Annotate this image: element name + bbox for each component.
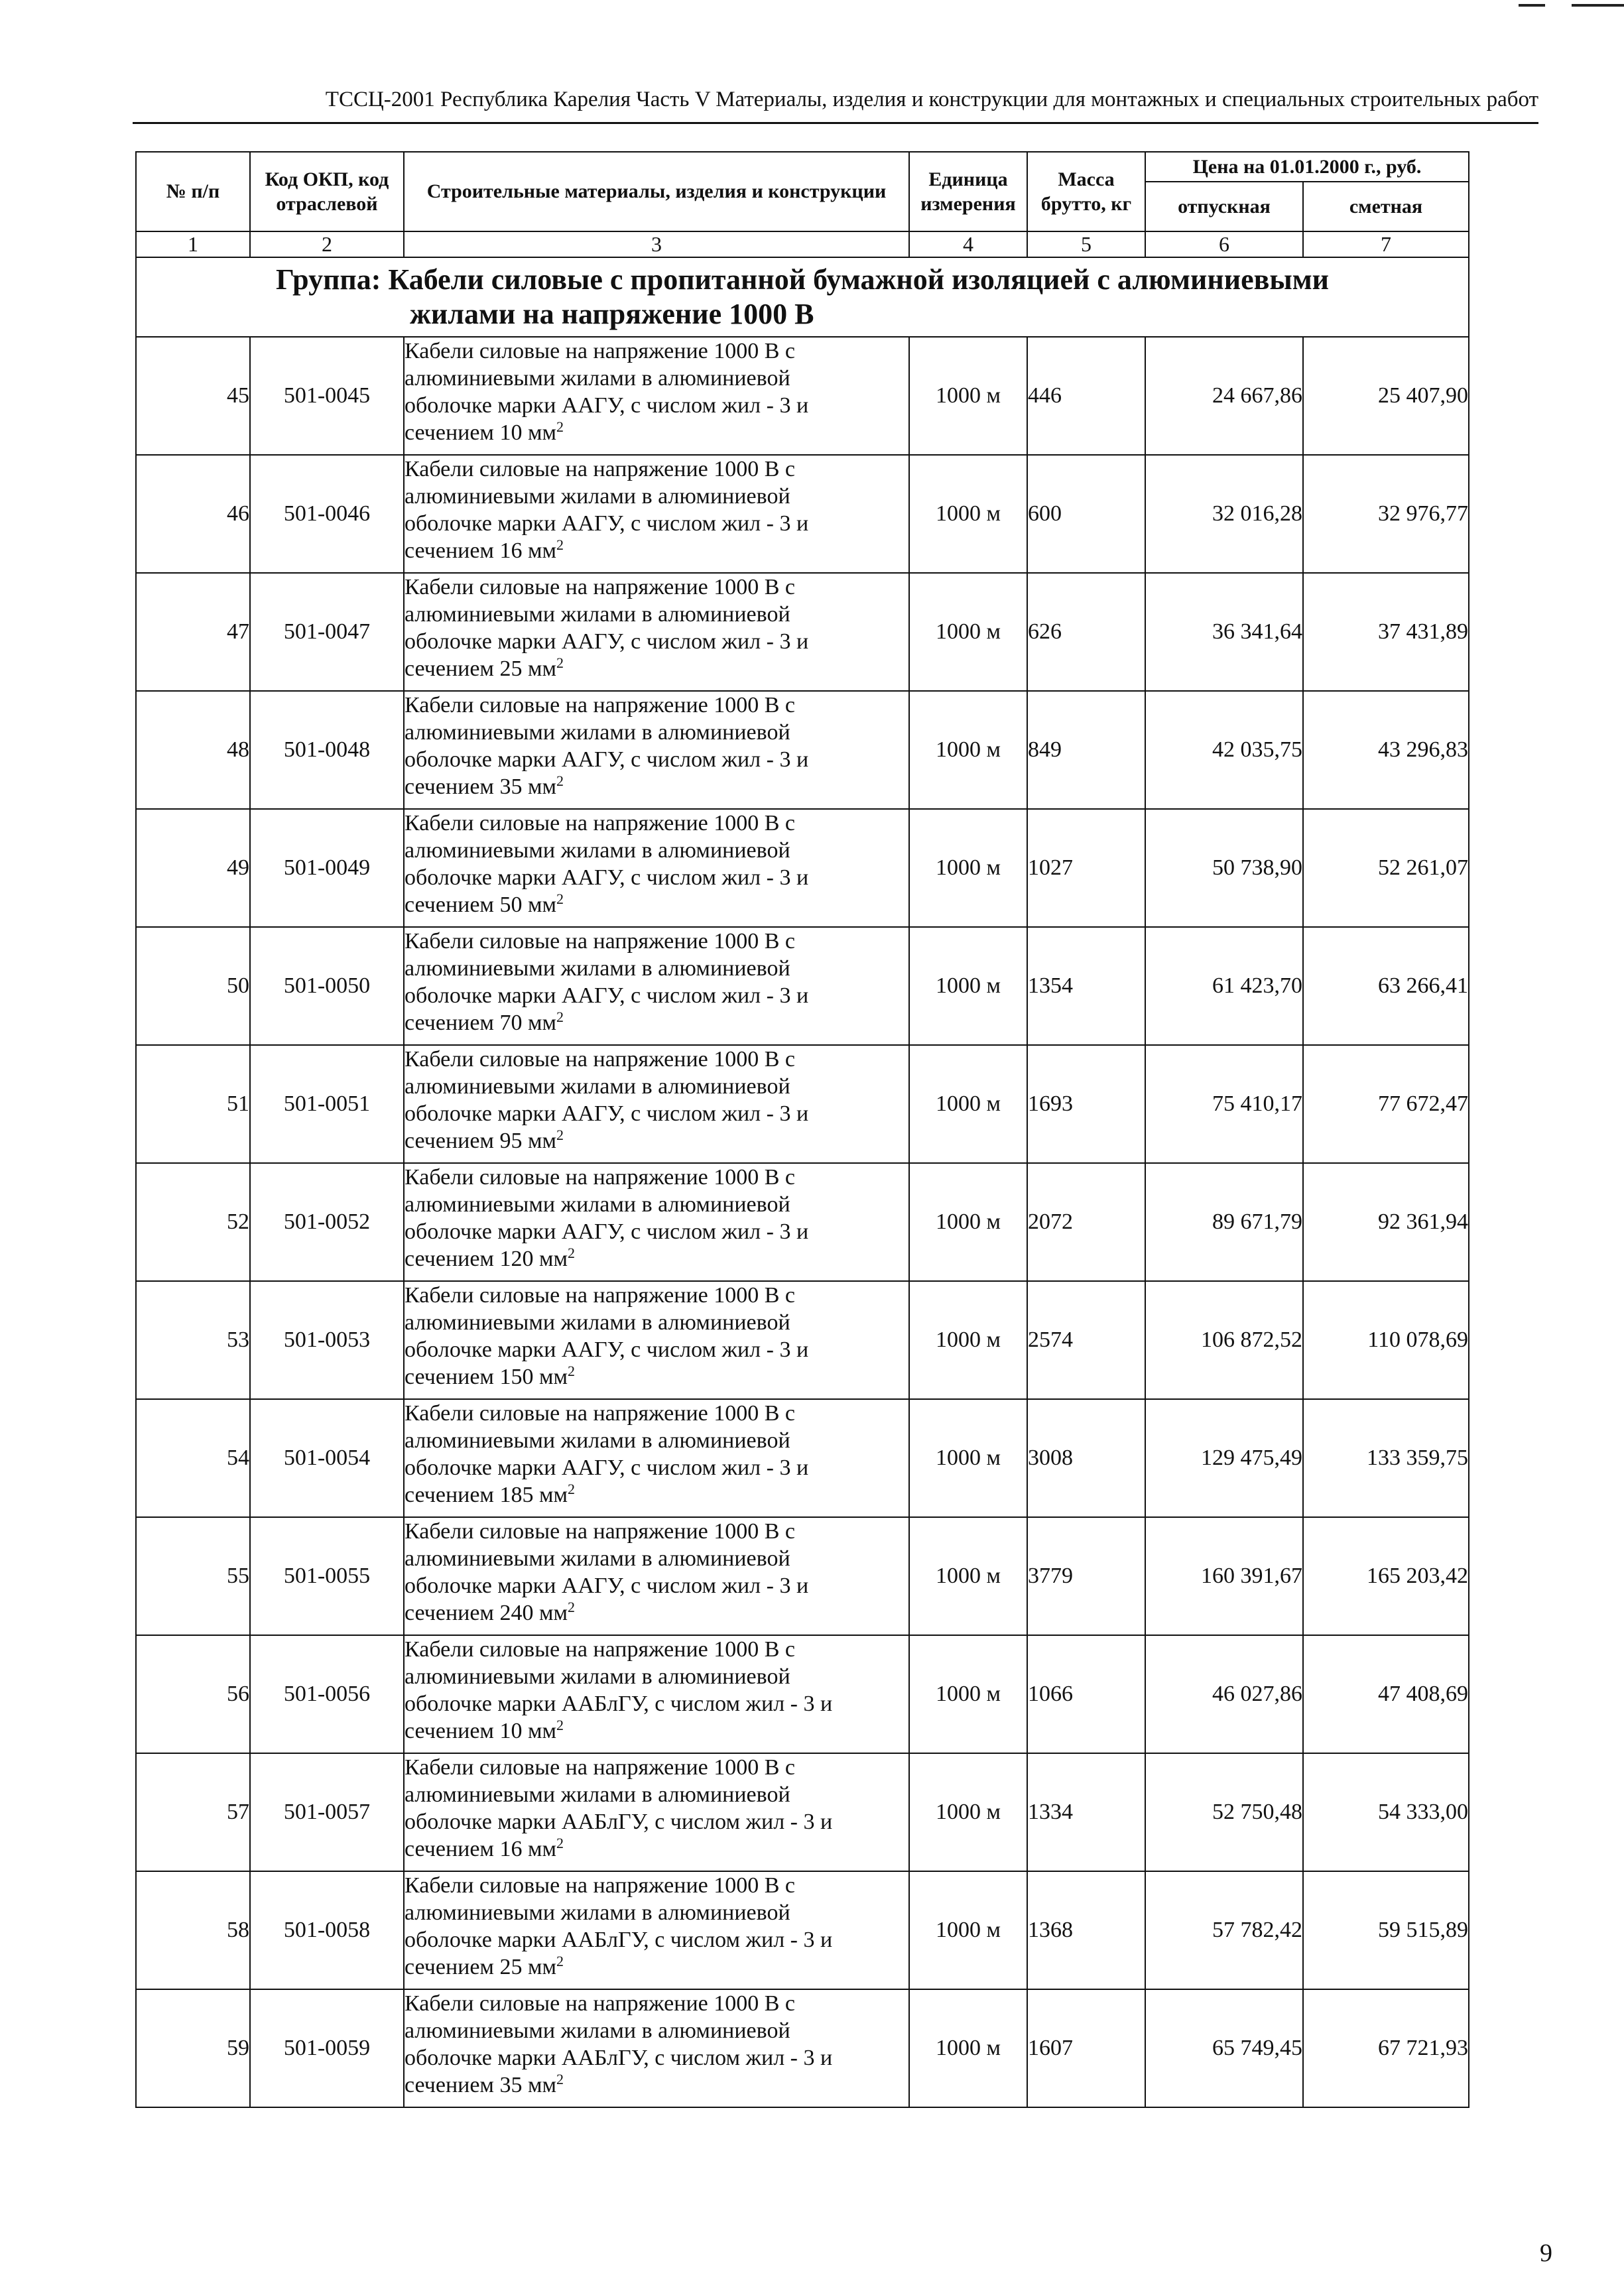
col-header-code: Код ОКП, код отраслевой — [250, 152, 404, 231]
unit-of-measure: 1000 м — [909, 691, 1027, 809]
row-number: 49 — [136, 809, 250, 927]
price-release: 160 391,67 — [1145, 1517, 1303, 1635]
cross-section-text: сечением 240 мм — [405, 1601, 568, 1626]
superscript: 2 — [567, 1363, 575, 1380]
superscript: 2 — [556, 891, 564, 908]
description-line: оболочке марки ААГУ, с числом жил - 3 и — [405, 865, 809, 891]
page-number: 9 — [1540, 2239, 1552, 2267]
description-line: алюминиевыми жилами в алюминиевой — [405, 956, 790, 981]
material-description — [404, 1399, 909, 1517]
table-row — [136, 337, 1469, 455]
gross-mass: 600 — [1027, 455, 1145, 573]
description-line: алюминиевыми жилами в алюминиевой — [405, 720, 790, 745]
description-line: алюминиевыми жилами в алюминиевой — [405, 366, 790, 391]
gross-mass: 1607 — [1027, 1989, 1145, 2107]
description-line: алюминиевыми жилами в алюминиевой — [405, 1782, 790, 1808]
description-line — [405, 1009, 908, 1036]
unit-of-measure: 1000 м — [909, 1871, 1027, 1989]
table-row — [136, 455, 1469, 573]
superscript: 2 — [556, 418, 564, 436]
description-line: оболочке марки ААГУ, с числом жил - 3 и — [405, 1574, 809, 1599]
col-number: 4 — [909, 231, 1027, 257]
col-number: 2 — [250, 231, 404, 257]
row-number: 52 — [136, 1163, 250, 1281]
description-line: оболочке марки ААБлГУ, с числом жил - 3 и — [405, 1692, 833, 1717]
unit-of-measure: 1000 м — [909, 1045, 1027, 1163]
row-number: 53 — [136, 1281, 250, 1399]
unit-of-measure: 1000 м — [909, 1753, 1027, 1871]
okp-code: 501-0047 — [250, 573, 404, 691]
row-number: 50 — [136, 927, 250, 1045]
superscript: 2 — [556, 1835, 564, 1852]
unit-of-measure: 1000 м — [909, 927, 1027, 1045]
unit-of-measure: 1000 м — [909, 1989, 1027, 2107]
description-line: Кабели силовые на напряжение 1000 В с — [405, 1637, 796, 1662]
gross-mass: 2072 — [1027, 1163, 1145, 1281]
description-line — [405, 891, 908, 918]
row-number: 46 — [136, 455, 250, 573]
description-line: оболочке марки ААГУ, с числом жил - 3 и — [405, 511, 809, 536]
description-line: алюминиевыми жилами в алюминиевой — [405, 1664, 790, 1690]
description-line — [405, 1127, 908, 1154]
group-title-line1: Группа: Кабели силовые с пропитанной бумажной изоляцией с алюминиевыми — [275, 263, 1330, 296]
scan-mark — [1572, 4, 1624, 7]
row-number: 56 — [136, 1635, 250, 1753]
table-row — [136, 1871, 1469, 1989]
price-release: 75 410,17 — [1145, 1045, 1303, 1163]
okp-code: 501-0050 — [250, 927, 404, 1045]
col-header-mass: Масса брутто, кг — [1027, 152, 1145, 231]
gross-mass: 1334 — [1027, 1753, 1145, 1871]
okp-code: 501-0058 — [250, 1871, 404, 1989]
price-table — [135, 151, 1469, 2108]
price-release: 106 872,52 — [1145, 1281, 1303, 1399]
price-estimate: 54 333,00 — [1303, 1753, 1469, 1871]
superscript: 2 — [556, 1717, 564, 1734]
description-line: алюминиевыми жилами в алюминиевой — [405, 2018, 790, 2044]
unit-of-measure: 1000 м — [909, 1635, 1027, 1753]
col-header-unit: Единица измерения — [909, 152, 1027, 231]
col-number: 5 — [1027, 231, 1145, 257]
price-estimate: 47 408,69 — [1303, 1635, 1469, 1753]
material-description — [404, 455, 909, 573]
col-header-price: Цена на 01.01.2000 г., руб. — [1145, 152, 1469, 182]
cross-section-text: сечением 120 мм — [405, 1247, 568, 1272]
price-release: 36 341,64 — [1145, 573, 1303, 691]
description-line: Кабели силовые на напряжение 1000 В с — [405, 1047, 796, 1072]
description-line: Кабели силовые на напряжение 1000 В с — [405, 1991, 796, 2016]
price-release: 65 749,45 — [1145, 1989, 1303, 2107]
okp-code: 501-0059 — [250, 1989, 404, 2107]
description-line: оболочке марки ААГУ, с числом жил - 3 и — [405, 1337, 809, 1363]
okp-code: 501-0048 — [250, 691, 404, 809]
row-number: 57 — [136, 1753, 250, 1871]
gross-mass: 3779 — [1027, 1517, 1145, 1635]
description-line: алюминиевыми жилами в алюминиевой — [405, 838, 790, 863]
description-line — [405, 1481, 908, 1509]
gross-mass: 2574 — [1027, 1281, 1145, 1399]
superscript: 2 — [556, 2071, 564, 2088]
gross-mass: 849 — [1027, 691, 1145, 809]
unit-of-measure: 1000 м — [909, 1281, 1027, 1399]
row-number: 45 — [136, 337, 250, 455]
row-number: 47 — [136, 573, 250, 691]
material-description — [404, 1753, 909, 1871]
table-row — [136, 927, 1469, 1045]
description-line — [405, 1245, 908, 1272]
material-description — [404, 809, 909, 927]
price-release: 46 027,86 — [1145, 1635, 1303, 1753]
description-line: алюминиевыми жилами в алюминиевой — [405, 1900, 790, 1926]
superscript: 2 — [556, 536, 564, 554]
description-line — [405, 773, 908, 800]
price-release: 42 035,75 — [1145, 691, 1303, 809]
col-number: 3 — [404, 231, 909, 257]
price-estimate: 133 359,75 — [1303, 1399, 1469, 1517]
description-line — [405, 1953, 908, 1981]
description-line — [405, 537, 908, 564]
superscript: 2 — [556, 773, 564, 790]
price-estimate: 52 261,07 — [1303, 809, 1469, 927]
description-line — [405, 2071, 908, 2099]
scan-mark — [1519, 4, 1545, 7]
cross-section-text: сечением 10 мм — [405, 1719, 556, 1744]
description-line: Кабели силовые на напряжение 1000 В с — [405, 575, 796, 599]
cross-section-text: сечением 25 мм — [405, 656, 556, 682]
superscript: 2 — [556, 1127, 564, 1144]
price-release: 89 671,79 — [1145, 1163, 1303, 1281]
unit-of-measure: 1000 м — [909, 809, 1027, 927]
description-line: оболочке марки ААБлГУ, с числом жил - 3 и — [405, 1810, 833, 1835]
col-number: 1 — [136, 231, 250, 257]
group-title — [136, 257, 1469, 337]
superscript: 2 — [567, 1481, 575, 1498]
gross-mass: 1027 — [1027, 809, 1145, 927]
gross-mass: 1368 — [1027, 1871, 1145, 1989]
row-number: 55 — [136, 1517, 250, 1635]
okp-code: 501-0054 — [250, 1399, 404, 1517]
cross-section-text: сечением 16 мм — [405, 1837, 556, 1862]
description-line: Кабели силовые на напряжение 1000 В с — [405, 1165, 796, 1190]
price-release: 57 782,42 — [1145, 1871, 1303, 1989]
okp-code: 501-0053 — [250, 1281, 404, 1399]
price-estimate: 67 721,93 — [1303, 1989, 1469, 2107]
price-release: 61 423,70 — [1145, 927, 1303, 1045]
description-line: алюминиевыми жилами в алюминиевой — [405, 484, 790, 509]
description-line: оболочке марки ААБлГУ, с числом жил - 3 и — [405, 2046, 833, 2071]
cross-section-text: сечением 10 мм — [405, 420, 556, 446]
superscript: 2 — [556, 654, 564, 672]
description-line: оболочке марки ААБлГУ, с числом жил - 3 и — [405, 1928, 833, 1953]
description-line: Кабели силовые на напряжение 1000 В с — [405, 1873, 796, 1898]
cross-section-text: сечением 35 мм — [405, 2073, 556, 2098]
description-line — [405, 1717, 908, 1745]
table-row — [136, 1517, 1469, 1635]
description-line: алюминиевыми жилами в алюминиевой — [405, 1074, 790, 1099]
gross-mass: 1354 — [1027, 927, 1145, 1045]
price-release: 32 016,28 — [1145, 455, 1303, 573]
description-line: Кабели силовые на напряжение 1000 В с — [405, 693, 796, 717]
table-row — [136, 809, 1469, 927]
col-header-price-release: отпускная — [1145, 182, 1303, 231]
cross-section-text: сечением 25 мм — [405, 1955, 556, 1980]
description-line: оболочке марки ААГУ, с числом жил - 3 и — [405, 1455, 809, 1481]
description-line — [405, 1363, 908, 1391]
cross-section-text: сечением 50 мм — [405, 893, 556, 918]
description-line: Кабели силовые на напряжение 1000 В с — [405, 339, 796, 363]
price-release: 50 738,90 — [1145, 809, 1303, 927]
okp-code: 501-0052 — [250, 1163, 404, 1281]
unit-of-measure: 1000 м — [909, 337, 1027, 455]
price-estimate: 43 296,83 — [1303, 691, 1469, 809]
col-header-name: Строительные материалы, изделия и конструкции — [404, 152, 909, 231]
price-release: 52 750,48 — [1145, 1753, 1303, 1871]
description-line: оболочке марки ААГУ, с числом жил - 3 и — [405, 393, 809, 418]
description-line — [405, 655, 908, 682]
okp-code: 501-0055 — [250, 1517, 404, 1635]
price-estimate: 92 361,94 — [1303, 1163, 1469, 1281]
gross-mass: 1066 — [1027, 1635, 1145, 1753]
description-line: алюминиевыми жилами в алюминиевой — [405, 1192, 790, 1217]
description-line: оболочке марки ААГУ, с числом жил - 3 и — [405, 629, 809, 654]
price-estimate: 63 266,41 — [1303, 927, 1469, 1045]
row-number: 48 — [136, 691, 250, 809]
description-line: оболочке марки ААГУ, с числом жил - 3 и — [405, 983, 809, 1009]
row-number: 51 — [136, 1045, 250, 1163]
material-description — [404, 1871, 909, 1989]
table-row — [136, 1281, 1469, 1399]
material-description — [404, 1045, 909, 1163]
superscript: 2 — [556, 1953, 564, 1970]
description-line: Кабели силовые на напряжение 1000 В с — [405, 929, 796, 954]
row-number: 54 — [136, 1399, 250, 1517]
superscript: 2 — [567, 1245, 575, 1262]
table-row — [136, 1989, 1469, 2107]
table-row — [136, 1635, 1469, 1753]
material-description — [404, 1163, 909, 1281]
price-estimate: 110 078,69 — [1303, 1281, 1469, 1399]
cross-section-text: сечением 35 мм — [405, 774, 556, 800]
price-estimate: 37 431,89 — [1303, 573, 1469, 691]
description-line: алюминиевыми жилами в алюминиевой — [405, 1310, 790, 1335]
material-description — [404, 573, 909, 691]
unit-of-measure: 1000 м — [909, 1517, 1027, 1635]
description-line: Кабели силовые на напряжение 1000 В с — [405, 1755, 796, 1780]
table-row — [136, 573, 1469, 691]
table-row — [136, 1399, 1469, 1517]
material-description — [404, 927, 909, 1045]
row-number: 59 — [136, 1989, 250, 2107]
material-description — [404, 1635, 909, 1753]
table-row — [136, 1045, 1469, 1163]
col-number: 6 — [1145, 231, 1303, 257]
price-release: 24 667,86 — [1145, 337, 1303, 455]
price-release: 129 475,49 — [1145, 1399, 1303, 1517]
description-line — [405, 419, 908, 446]
cross-section-text: сечением 70 мм — [405, 1011, 556, 1036]
cross-section-text: сечением 150 мм — [405, 1365, 568, 1390]
superscript: 2 — [567, 1599, 575, 1616]
price-estimate: 165 203,42 — [1303, 1517, 1469, 1635]
description-line — [405, 1599, 908, 1627]
col-header-price-estimate: сметная — [1303, 182, 1469, 231]
table-row — [136, 1753, 1469, 1871]
okp-code: 501-0045 — [250, 337, 404, 455]
description-line: Кабели силовые на напряжение 1000 В с — [405, 1401, 796, 1426]
unit-of-measure: 1000 м — [909, 1399, 1027, 1517]
price-estimate: 59 515,89 — [1303, 1871, 1469, 1989]
group-title-line2: жилами на напряжение 1000 В — [410, 298, 814, 330]
material-description — [404, 1517, 909, 1635]
col-number: 7 — [1303, 231, 1469, 257]
running-header: ТССЦ-2001 Республика Карелия Часть V Материалы, изделия и конструкции для монтажных и специальных строительных работ — [325, 88, 1538, 111]
unit-of-measure: 1000 м — [909, 573, 1027, 691]
unit-of-measure: 1000 м — [909, 455, 1027, 573]
price-estimate: 25 407,90 — [1303, 337, 1469, 455]
description-line: алюминиевыми жилами в алюминиевой — [405, 1428, 790, 1453]
gross-mass: 626 — [1027, 573, 1145, 691]
material-description — [404, 337, 909, 455]
header-rule — [133, 122, 1538, 124]
col-header-num: № п/п — [136, 152, 250, 231]
price-estimate: 32 976,77 — [1303, 455, 1469, 573]
description-line: алюминиевыми жилами в алюминиевой — [405, 1546, 790, 1572]
description-line: оболочке марки ААГУ, с числом жил - 3 и — [405, 1219, 809, 1245]
okp-code: 501-0049 — [250, 809, 404, 927]
material-description — [404, 691, 909, 809]
material-description — [404, 1281, 909, 1399]
okp-code: 501-0056 — [250, 1635, 404, 1753]
superscript: 2 — [556, 1009, 564, 1026]
material-description — [404, 1989, 909, 2107]
price-estimate: 77 672,47 — [1303, 1045, 1469, 1163]
gross-mass: 3008 — [1027, 1399, 1145, 1517]
description-line: Кабели силовые на напряжение 1000 В с — [405, 811, 796, 835]
cross-section-text: сечением 185 мм — [405, 1483, 568, 1508]
cross-section-text: сечением 95 мм — [405, 1129, 556, 1154]
description-line: Кабели силовые на напряжение 1000 В с — [405, 457, 796, 481]
gross-mass: 1693 — [1027, 1045, 1145, 1163]
description-line: оболочке марки ААГУ, с числом жил - 3 и — [405, 1101, 809, 1127]
cross-section-text: сечением 16 мм — [405, 538, 556, 564]
description-line — [405, 1835, 908, 1863]
gross-mass: 446 — [1027, 337, 1145, 455]
okp-code: 501-0046 — [250, 455, 404, 573]
okp-code: 501-0057 — [250, 1753, 404, 1871]
description-line: оболочке марки ААГУ, с числом жил - 3 и — [405, 747, 809, 773]
row-number: 58 — [136, 1871, 250, 1989]
okp-code: 501-0051 — [250, 1045, 404, 1163]
table-row — [136, 691, 1469, 809]
unit-of-measure: 1000 м — [909, 1163, 1027, 1281]
table-row — [136, 1163, 1469, 1281]
description-line: алюминиевыми жилами в алюминиевой — [405, 602, 790, 627]
description-line: Кабели силовые на напряжение 1000 В с — [405, 1283, 796, 1308]
description-line: Кабели силовые на напряжение 1000 В с — [405, 1519, 796, 1544]
